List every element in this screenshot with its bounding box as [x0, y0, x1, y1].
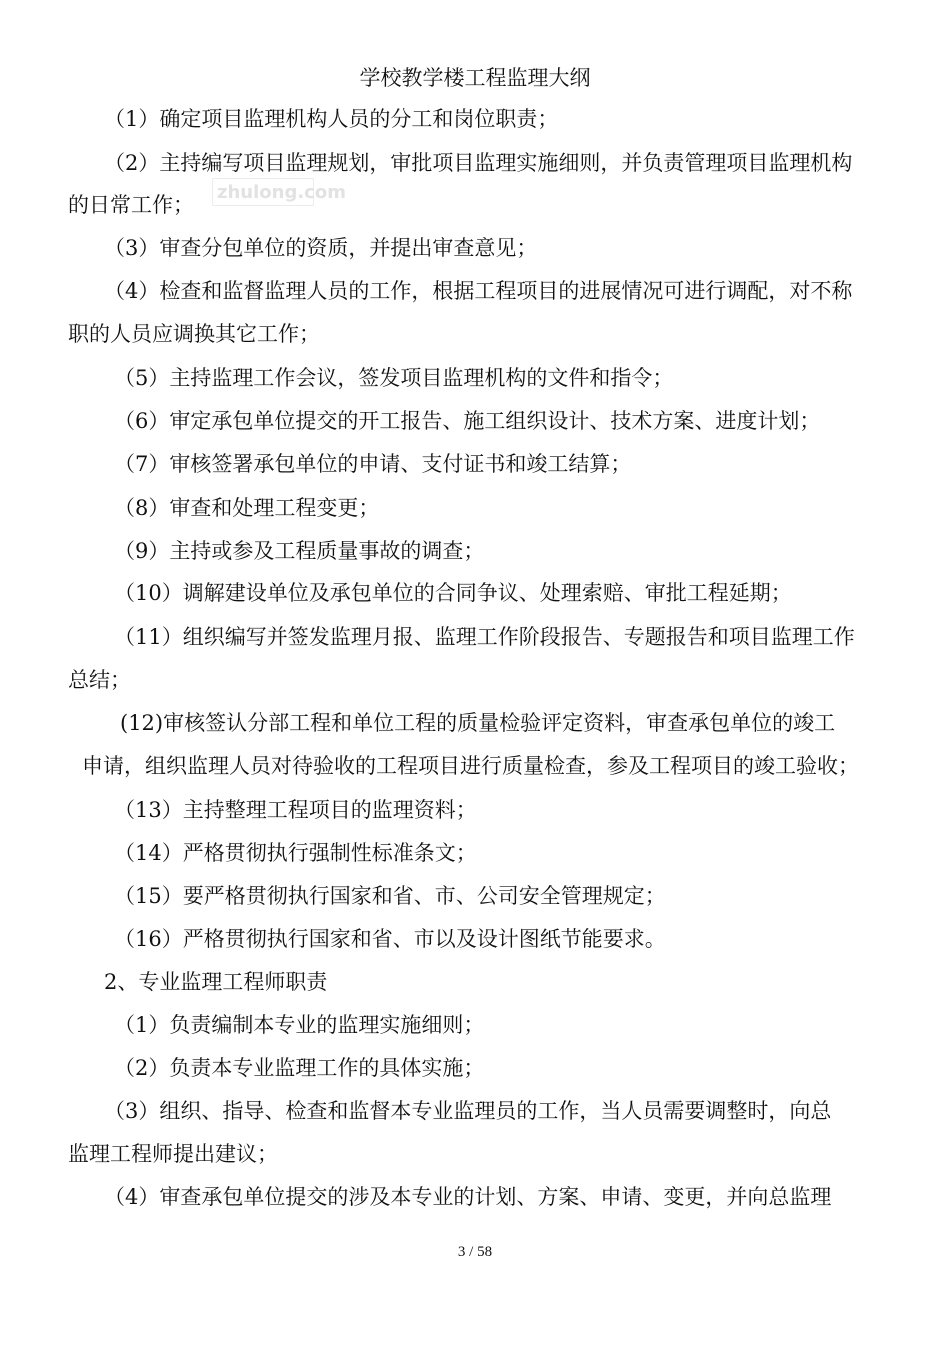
document-title: 学校教学楼工程监理大纲 [359, 66, 591, 90]
text-line: （5）主持监理工作会议，签发项目监理机构的文件和指令； [114, 366, 674, 390]
text-line: （2）负责本专业监理工作的具体实施； [114, 1056, 485, 1080]
text-line: （15）要严格贯彻执行国家和省、市、公司安全管理规定； [114, 884, 666, 908]
text-line: 职的人员应调换其它工作； [68, 322, 320, 346]
text-line: （16）严格贯彻执行国家和省、市以及设计图纸节能要求。 [114, 927, 666, 951]
text-line: （4）检查和监督监理人员的工作，根据工程项目的进展情况可进行调配，对不称 [104, 279, 853, 303]
text-line: 的日常工作； [68, 193, 194, 217]
text-line: （10）调解建设单位及承包单位的合同争议、处理索赔、审批工程延期； [114, 581, 792, 605]
text-line: 申请，组织监理人员对待验收的工程项目进行质量检查，参及工程项目的竣工验收； [82, 754, 859, 778]
text-line: （13）主持整理工程项目的监理资料； [114, 798, 477, 822]
text-line: （3）审查分包单位的资质，并提出审查意见； [104, 236, 538, 260]
text-line: （2）主持编写项目监理规划，审批项目监理实施细则，并负责管理项目监理机构 [104, 151, 853, 175]
text-line: （11）组织编写并签发监理月报、监理工作阶段报告、专题报告和项目监理工作 [114, 625, 855, 649]
text-line: （3）组织、指导、检查和监督本专业监理员的工作，当人员需要调整时，向总 [104, 1099, 832, 1123]
watermark: zhulong.com [212, 178, 314, 206]
page-number: 3 / 58 [457, 1244, 493, 1260]
text-line: 监理工程师提出建议； [68, 1142, 278, 1166]
text-line: （6）审定承包单位提交的开工报告、施工组织设计、技术方案、进度计划； [114, 409, 821, 433]
text-line: （1）负责编制本专业的监理实施细则； [114, 1013, 485, 1037]
section-heading: 2、专业监理工程师职责 [104, 970, 328, 994]
text-line: （1）确定项目监理机构人员的分工和岗位职责； [104, 107, 559, 131]
text-line: （8）审查和处理工程变更； [114, 496, 380, 520]
text-line: (12)审核签认分部工程和单位工程的质量检验评定资料，审查承包单位的竣工 [120, 711, 836, 735]
text-line: （9）主持或参及工程质量事故的调查； [114, 539, 485, 563]
text-line: （4）审查承包单位提交的涉及本专业的计划、方案、申请、变更，并向总监理 [104, 1185, 832, 1209]
text-line: （7）审核签署承包单位的申请、支付证书和竣工结算； [114, 452, 632, 476]
text-line: （14）严格贯彻执行强制性标准条文； [114, 841, 477, 865]
text-line: 总结； [68, 668, 131, 692]
